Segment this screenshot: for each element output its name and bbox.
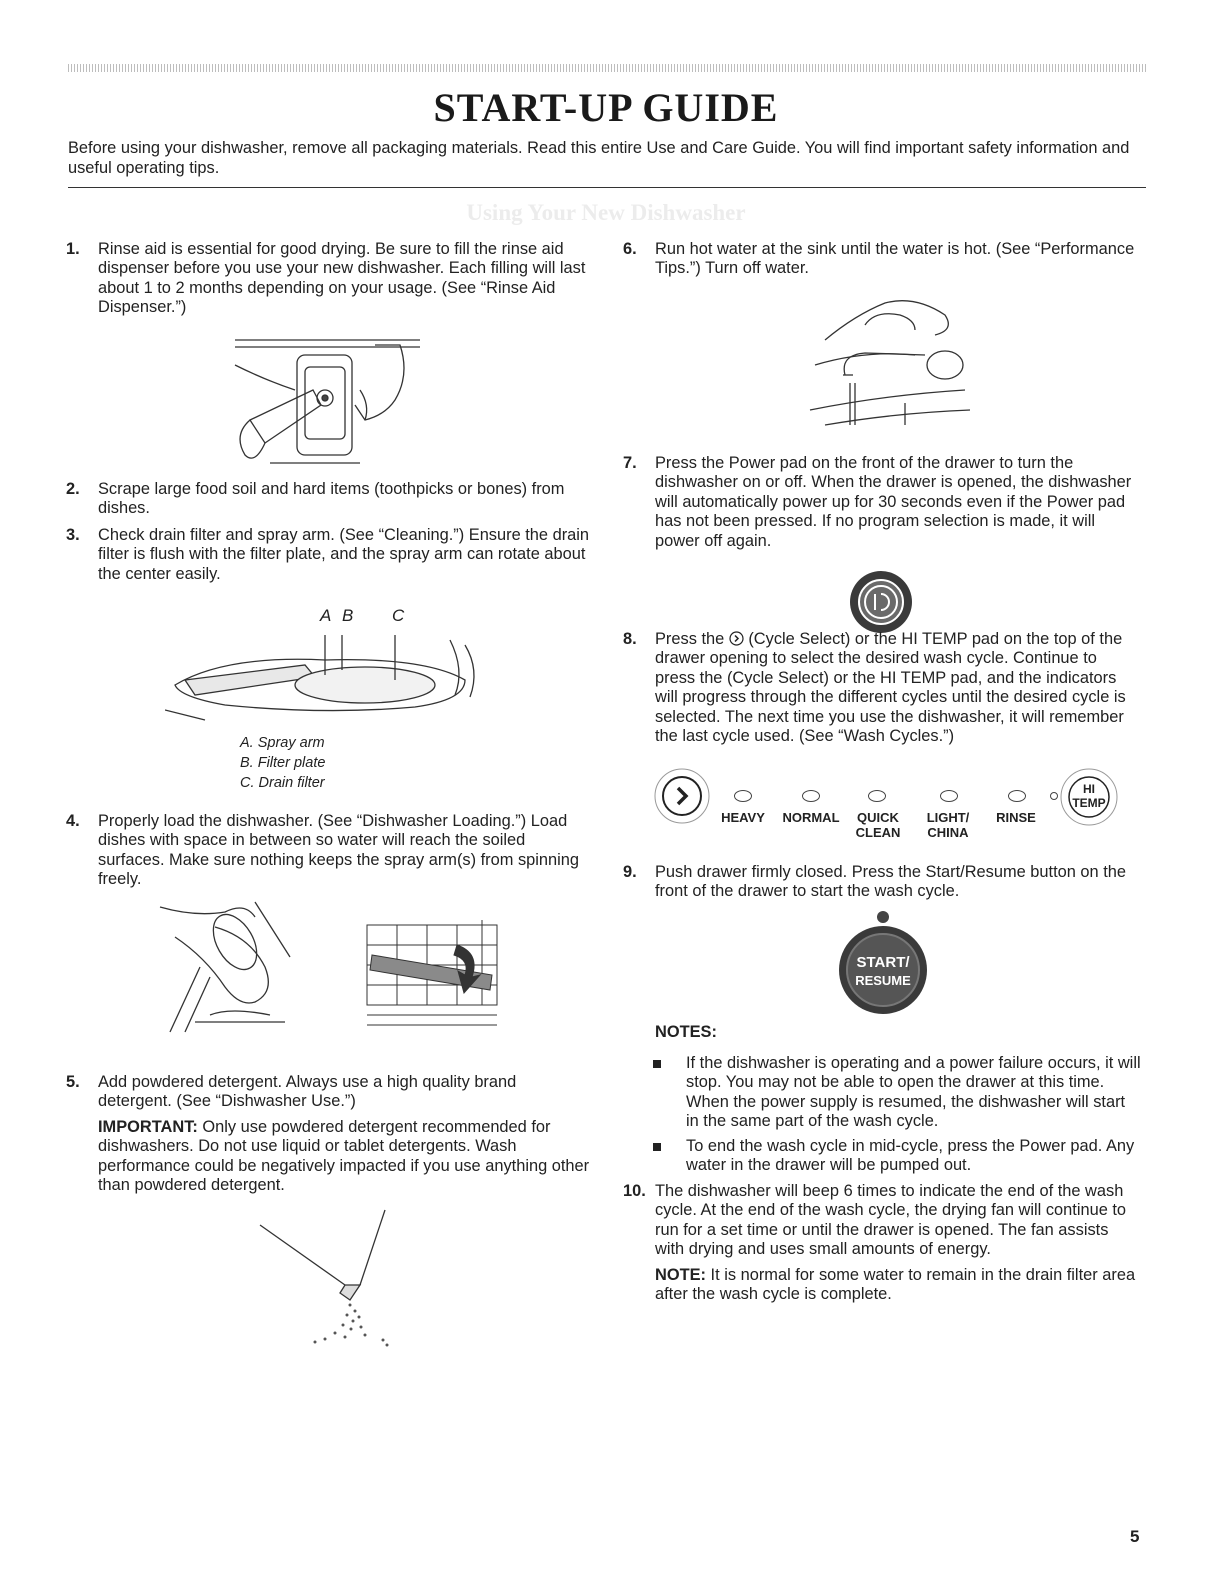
step-number: 8. [623,630,637,648]
filter-spray-arm-illustration [165,625,495,725]
notes-heading: NOTES: [655,1023,717,1041]
step-text: Push drawer firmly closed. Press the Start/Resume button on the front of the drawer to start the wash cycle. [655,863,1126,901]
step-number: 2. [66,480,80,498]
step-text: The dishwasher will beep 6 times to indicate the end of the wash cycle. At the end of the wash cycle, the drying fan will continue to run for a set time or until the drawer is opened. The fan assists with drying and uses small amounts of energy. [655,1182,1127,1259]
step-number: 3. [66,526,80,544]
power-button-icon [849,570,913,634]
normal-indicator-light [802,790,820,802]
note-item [686,1054,1141,1132]
quick-clean-indicator-light [868,790,886,802]
quick-clean-label: QUICK CLEAN [855,810,901,840]
step-number: 4. [66,812,80,830]
step-text: Rinse aid is essential for good drying. Be sure to fill the rinse aid dispenser before you use your new dishwasher. Each filling will last about 1 to 2 months depending on your usage. (See “Rinse Aid Dispenser.”) [98,240,586,317]
step-text: Scrape large food soil and hard items (toothpicks or bones) from dishes. [98,480,565,518]
step-8 [623,630,1140,746]
step-2 [66,480,592,519]
step-5 [66,1073,592,1195]
step-4 [66,812,592,890]
step-8-text-end: (Cycle Select) or the HI TEMP pad on the top of the drawer opening to select the desired wash cycle. Continue to press the (Cycle Select) or the HI TEMP pad, and the indicators will progress through the different cycles until the desired cycle is selected. The next time you use the dishwasher, it will remember the last cycle used. (See “Wash Cycles.”) [655,630,1126,746]
step-10 [623,1182,1140,1304]
header-pattern-bar [68,64,1146,72]
step-text: Run hot water at the sink until the water is hot. (See “Performance Tips.”) Turn off water. [655,240,1135,278]
caption-drain-filter: C. Drain filter [240,775,325,791]
step-text [655,630,1140,746]
important-text: Only use powdered detergent recommended for dishwashers. Do not use liquid or tablet detergents. Wash performance could be negatively impacted if you use anything other than powdered detergent. [98,1117,590,1195]
heavy-label: HEAVY [721,810,765,825]
sink-faucet-illustration [805,295,975,430]
step-7 [623,454,1140,551]
step-9 [623,863,1140,902]
spray-arm-rack-illustration [362,915,502,1030]
step-text: Properly load the dishwasher. (See “Dishwasher Loading.”) Load dishes with space in between so water will reach the soiled surfaces. Make sure nothing keeps the spray arm(s) from spinning freely. [98,812,580,889]
end-note [655,1266,1140,1305]
hi-temp-line2: TEMP [1072,796,1106,810]
important-note [98,1118,592,1196]
detergent-pouring-illustration [255,1205,395,1350]
page-number: 5 [1130,1527,1140,1546]
step-number: 1. [66,240,80,258]
step-number: 5. [66,1073,80,1091]
caption-spray-arm: A. Spray arm [240,735,325,751]
filter-captions [240,733,325,793]
rinse-indicator-light [1008,790,1026,802]
figure-label-b: B [342,606,354,625]
step-3 [66,526,592,584]
step-text: Press the Power pad on the front of the drawer to turn the dishwasher on or off. When the drawer is opened, the dishwasher will automatically power up for 30 seconds even if the Power pad has not been pressed. If no program selection is made, it will power off again. [655,454,1132,550]
figure-label-c: C [392,606,405,625]
start-label: START/ [856,954,910,971]
bullet-icon [653,1143,661,1151]
note-text: If the dishwasher is operating and a power failure occurs, it will stop. You may not be able to open the drawer at this time. When the power supply is resumed, the dishwasher will start in the same part of the wash cycle. [686,1054,1141,1131]
step-number: 9. [623,863,637,881]
hi-temp-button [1058,766,1120,828]
cycle-select-button [652,766,712,826]
intro-paragraph: Before using your dishwasher, remove all packaging materials. Read this entire Use and Care Guide. You will find important safety information and useful operating tips. [68,139,1130,177]
figure-label-a: A [320,606,332,625]
light-china-label: LIGHT/ CHINA [926,810,970,840]
normal-label: NORMAL [782,810,840,825]
heavy-indicator-light [734,790,752,802]
important-label: IMPORTANT: [98,1117,198,1136]
step-text: Check drain filter and spray arm. (See “Cleaning.”) Ensure the drain filter is flush with the filter plate, and the spray arm can rotate about the center easily. [98,526,590,583]
light-china-indicator-light [940,790,958,802]
caption-filter-plate: B. Filter plate [240,755,326,771]
step-number: 10. [623,1182,646,1200]
note-item [686,1137,1141,1176]
hi-temp-indicator-light [1050,792,1058,800]
start-resume-button [838,905,928,1020]
note-text: To end the wash cycle in mid-cycle, press the Power pad. Any water in the drawer will be pumped out. [686,1137,1135,1175]
page-title: START-UP GUIDE [433,85,779,130]
rinse-aid-illustration [225,335,425,470]
note-label: NOTE: [655,1265,706,1284]
rinse-label: RINSE [996,810,1036,825]
step-number: 7. [623,454,637,472]
step-6 [623,240,1140,279]
note-body: It is normal for some water to remain in the drain filter area after the wash cycle is complete. [655,1265,1136,1304]
step-text: Add powdered detergent. Always use a high quality brand detergent. (See “Dishwasher Use.”) [98,1073,517,1111]
hi-temp-line1: HI [1083,782,1095,796]
resume-label: RESUME [855,973,911,988]
section-title: Using Your New Dishwasher [466,200,746,225]
cycle-select-icon [729,631,744,646]
step-1 [66,240,592,318]
step-number: 6. [623,240,637,258]
bullet-icon [653,1060,661,1068]
loading-dishes-illustration [155,897,295,1037]
header-divider [68,187,1146,188]
step-8-text-start: Press the [655,630,729,648]
